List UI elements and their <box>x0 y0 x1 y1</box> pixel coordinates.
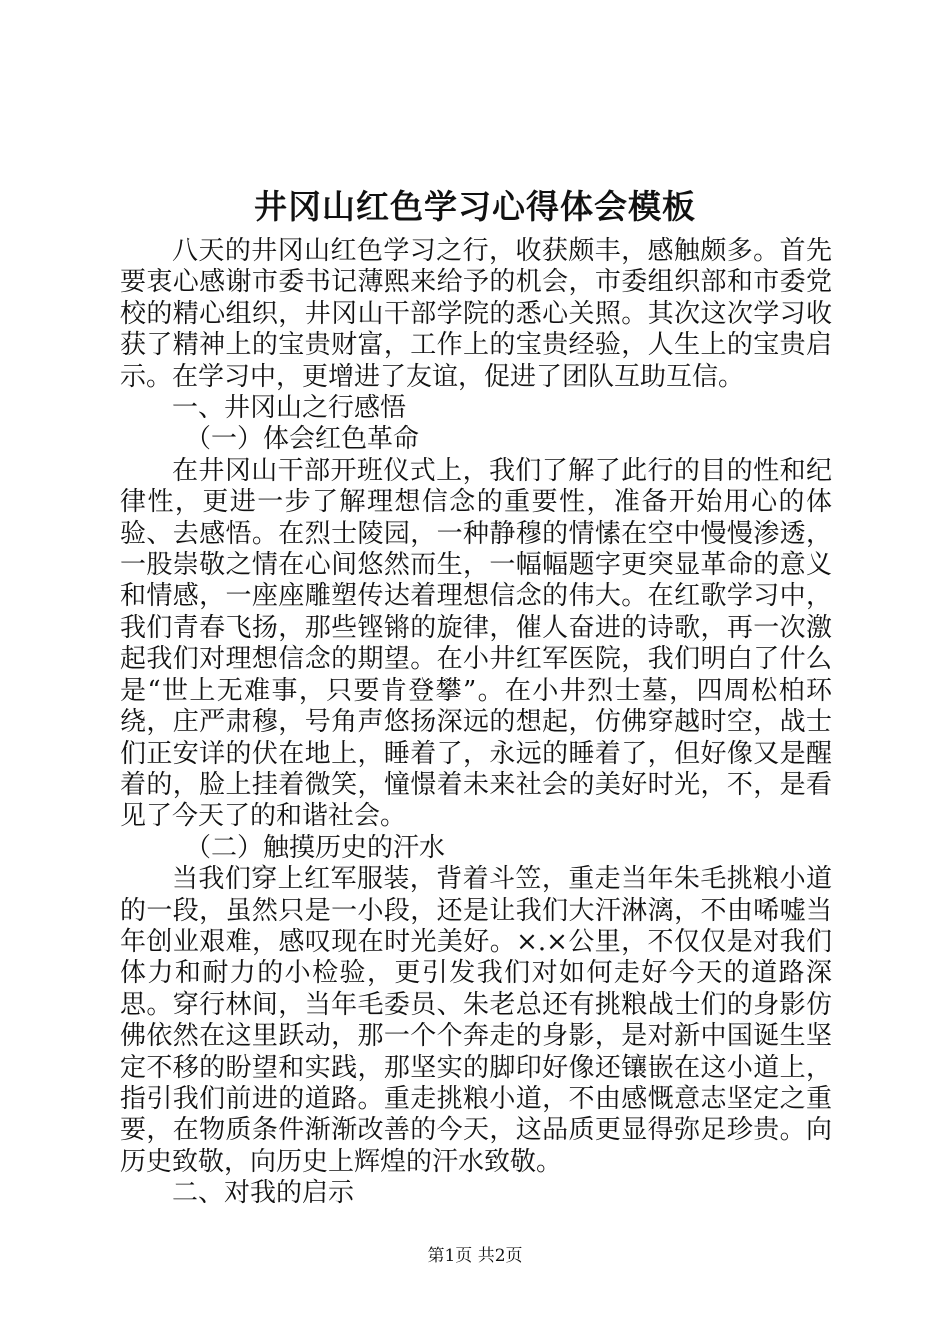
section-heading-2: 二、对我的启示 <box>172 1178 355 1209</box>
subsection-heading-1: （一）体会红色革命 <box>185 424 420 455</box>
paragraph-intro: 八天的井冈山红色学习之行，收获颇丰，感触颇多。首先要衷心感谢市委书记薄熙来给予的机会，市委组织部和市委党校的精心组织，井冈山干部学院的悉心关照。其次这次学习收获了精神上的宝贵财富，工作上的宝贵经验，人生上的宝贵启示。在学习中，更增进了友谊，促进了团队互助互信。 <box>120 236 832 392</box>
paragraph-history-sweat: 当我们穿上红军服装，背着斗笠，重走当年朱毛挑粮小道的一段，虽然只是一小段，还是让我们大汗淋漓，不由唏嘘当年创业艰难，感叹现在时光美好。×.×公里，不仅仅是对我们体力和耐力的小检验，更引发我们对如何走好今天的道路深思。穿行林间，当年毛委员、朱老总还有挑粮战士们的身影仿佛依然在这里跃动，那一个个奔走的身影，是对新中国诞生坚定不移的盼望和实践，那坚实的脚印好像还镶嵌在这小道上，指引我们前进的道路。重走挑粮小道，不由感慨意志坚定之重要，在物质条件渐渐改善的今天，这品质更显得弥足珍贵。向历史致敬，向历史上辉煌的汗水致敬。 <box>120 864 832 1177</box>
paragraph-red-revolution: 在井冈山干部开班仪式上，我们了解了此行的目的性和纪律性，更进一步了解理想信念的重要性，准备开始用心的体验、去感悟。在烈士陵园，一种静穆的情愫在空中慢慢渗透，一股崇敬之情在心间悠然而生，一幅幅题字更突显革命的意义和情感，一座座雕塑传达着理想信念的伟大。在红歌学习中，我们青春飞扬，那些铿锵的旋律，催人奋进的诗歌，再一次激起我们对理想信念的期望。在小井红军医院，我们明白了什么是“世上无难事，只要肯登攀”。在小井烈士墓，四周松柏环绕，庄严肃穆，号角声悠扬深远的想起，仿佛穿越时空，战士们正安详的伏在地上，睡着了，永远的睡着了，但好像又是醒着的，脸上挂着微笑，憧憬着未来社会的美好时光，不，是看见了今天了的和谐社会。 <box>120 455 832 832</box>
section-heading-1: 一、井冈山之行感悟 <box>172 393 407 424</box>
document-title: 井冈山红色学习心得体会模板 <box>254 187 696 226</box>
subsection-heading-2: （二）触摸历史的汗水 <box>185 832 446 863</box>
page-number-footer: 第1页 共2页 <box>427 1246 523 1266</box>
document-body <box>120 236 832 1210</box>
